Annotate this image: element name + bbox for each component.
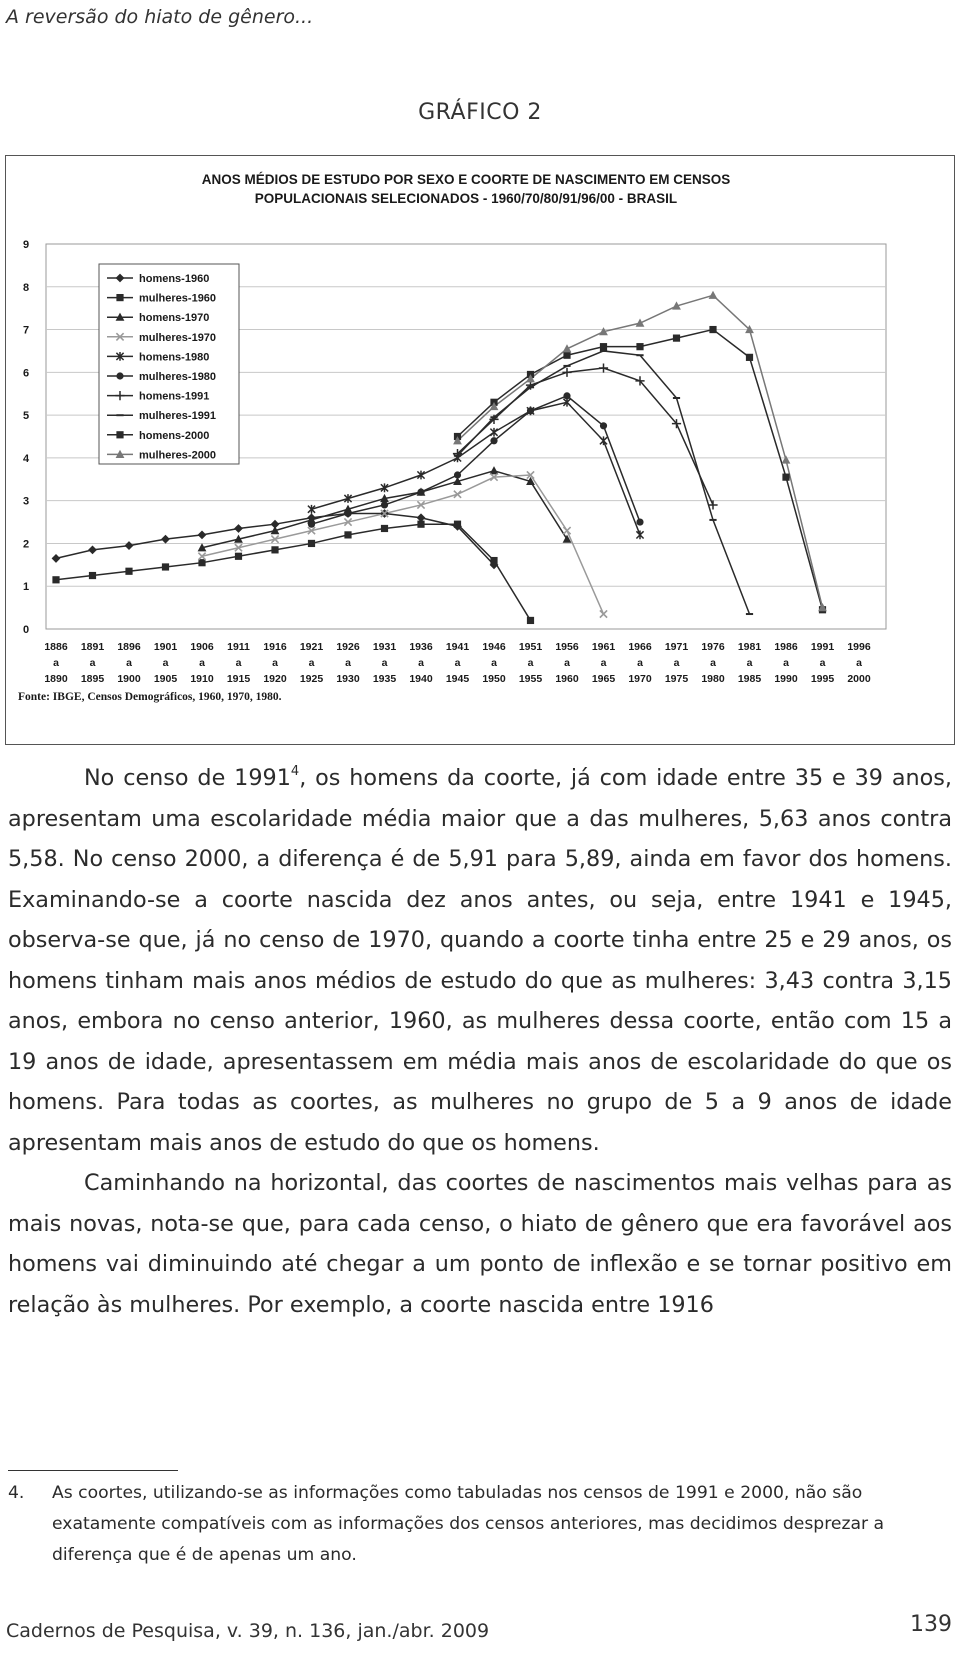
x-tick-label: 1971 (664, 641, 689, 653)
data-point-homens-2000 (709, 326, 716, 333)
data-point-mulheres-1980 (527, 407, 534, 414)
x-tick-label: 1901 (153, 641, 178, 653)
y-tick-label: 3 (22, 495, 30, 508)
x-tick-label: a (527, 657, 534, 669)
x-tick-label: a (491, 657, 497, 669)
page-number: 139 (910, 1612, 952, 1637)
x-tick-label: 1951 (518, 641, 543, 653)
x-tick-label: 1955 (518, 673, 543, 685)
y-tick-label: 0 (22, 624, 30, 636)
chart-title-line2: POPULACIONAIS SELECIONADOS - 1960/70/80/91/96/00 - BRASIL (254, 191, 678, 206)
x-tick-label: a (600, 657, 607, 669)
x-tick-label: 1985 (737, 673, 762, 685)
paragraph-1 (8, 758, 952, 1163)
data-point-mulheres-1980 (636, 518, 643, 525)
x-tick-label: a (454, 657, 461, 669)
legend-label-homens-1970: homens-1970 (139, 312, 210, 325)
x-tick-label: 1921 (299, 641, 324, 653)
data-point-mulheres-1960 (490, 557, 497, 564)
x-tick-label: 1931 (372, 641, 397, 653)
x-tick-label: 1966 (628, 641, 652, 653)
y-tick-label: 9 (22, 239, 30, 251)
x-tick-label: a (381, 657, 388, 669)
data-point-mulheres-1960 (308, 540, 315, 547)
data-point-mulheres-1960 (454, 521, 461, 528)
data-point-homens-2000 (782, 474, 789, 481)
y-tick-label: 6 (22, 367, 30, 380)
x-tick-label: 1900 (117, 673, 141, 685)
x-tick-label: 1961 (591, 641, 616, 653)
data-point-mulheres-1980 (490, 437, 497, 444)
legend-label-mulheres-1980: mulheres-1980 (139, 371, 217, 383)
data-point-mulheres-1980 (600, 422, 607, 429)
x-tick-label: 1905 (153, 673, 178, 685)
x-tick-label: a (783, 657, 789, 669)
x-tick-label: a (126, 657, 132, 669)
footnote-number: 4. (8, 1483, 25, 1503)
data-point-mulheres-1980 (417, 489, 424, 496)
data-point-mulheres-1960 (344, 531, 351, 538)
legend-label-homens-1980: homens-1980 (139, 351, 210, 364)
x-tick-label: 1996 (847, 641, 871, 653)
legend-label-homens-2000: homens-2000 (139, 429, 210, 442)
data-point-mulheres-1980 (454, 471, 461, 478)
x-tick-label: a (710, 657, 716, 669)
paragraph-1-start: No censo de 1991 (84, 765, 291, 791)
data-point-mulheres-1980 (381, 501, 388, 508)
data-point-mulheres-1960 (125, 568, 132, 575)
x-tick-label: 1936 (409, 641, 433, 653)
x-tick-label: 1910 (190, 673, 214, 685)
x-tick-label: a (235, 657, 242, 669)
data-point-mulheres-1980 (344, 510, 351, 517)
y-tick-label: 7 (22, 324, 30, 337)
body-text (8, 758, 952, 1325)
x-tick-label: 1886 (44, 641, 68, 653)
x-tick-label: a (856, 657, 862, 669)
figure-label: GRÁFICO 2 (418, 100, 542, 125)
footnote-ref: 4 (290, 764, 300, 779)
x-tick-label: a (345, 657, 351, 669)
data-point-homens-2000 (746, 354, 753, 361)
legend-marker-mulheres-1960 (116, 294, 123, 301)
x-tick-label: 1891 (80, 641, 105, 653)
data-point-homens-2000 (673, 335, 680, 342)
x-tick-label: 1970 (628, 673, 652, 685)
x-tick-label: 1986 (774, 641, 798, 653)
x-tick-label: 1991 (810, 641, 835, 653)
x-tick-label: 2000 (847, 673, 871, 685)
x-tick-label: 1980 (701, 673, 725, 685)
x-tick-label: a (819, 657, 826, 669)
x-tick-label: a (53, 657, 59, 669)
data-point-homens-2000 (636, 343, 643, 350)
y-tick-label: 5 (22, 410, 30, 423)
chart-title-line1: ANOS MÉDIOS DE ESTUDO POR SEXO E COORTE DE NASCIMENTO EM CENSOS (201, 172, 731, 187)
data-point-mulheres-1960 (89, 572, 96, 579)
data-point-homens-2000 (563, 352, 570, 359)
legend-label-homens-1991: homens-1991 (139, 390, 210, 403)
x-tick-label: 1976 (701, 641, 725, 653)
y-tick-label: 4 (22, 452, 30, 465)
x-tick-label: 1920 (263, 673, 287, 685)
x-tick-label: 1956 (555, 641, 579, 653)
legend-label-mulheres-1970: mulheres-1970 (139, 331, 217, 344)
x-tick-label: 1915 (226, 673, 251, 685)
y-tick-label: 8 (22, 281, 30, 294)
data-point-mulheres-1960 (235, 553, 242, 560)
x-tick-label: 1911 (227, 641, 250, 653)
x-tick-label: 1950 (482, 673, 506, 685)
x-tick-label: a (746, 657, 753, 669)
x-tick-label: 1935 (372, 673, 397, 685)
data-point-mulheres-1960 (198, 559, 205, 566)
legend-label-mulheres-1960: mulheres-1960 (139, 292, 217, 305)
footnote-rule (8, 1470, 178, 1471)
data-point-mulheres-1960 (527, 617, 534, 624)
x-tick-label: 1975 (664, 673, 689, 685)
paragraph-2: Caminhando na horizontal, das coortes de nascimentos mais velhas para as mais novas, nota-se que, para cada censo, o hiato de gênero que era favorável aos homens vai diminuindo até chegar a um ponto de inflexão e se tornar positivo em relação às mulheres. Por exemplo, a coorte nascida entre 1916 (8, 1170, 952, 1318)
legend-label-homens-1960: homens-1960 (139, 273, 210, 285)
x-tick-label: 1906 (190, 641, 214, 653)
x-tick-label: a (308, 657, 315, 669)
x-tick-label: 1940 (409, 673, 433, 685)
chart-frame (5, 155, 955, 745)
chart-source: Fonte: IBGE, Censos Demográficos, 1960, 1970, 1980. (18, 691, 282, 703)
x-tick-label: 1960 (555, 673, 579, 685)
data-point-mulheres-1960 (52, 576, 59, 583)
data-point-mulheres-1980 (308, 521, 315, 528)
x-tick-label: 1965 (591, 673, 616, 685)
x-tick-label: a (272, 657, 278, 669)
x-tick-label: a (564, 657, 570, 669)
legend-label-mulheres-2000: mulheres-2000 (139, 449, 217, 462)
x-tick-label: 1890 (44, 673, 68, 685)
y-tick-label: 1 (22, 581, 30, 594)
x-tick-label: a (89, 657, 96, 669)
paragraph-1-rest: , os homens da coorte, já com idade entre 35 e 39 anos, apresentam uma escolaridade média maior que a das mulheres, 5,63 anos contra 5,58. No censo 2000, a diferença é de 5,91 para 5,89, ainda em favor dos homens. Examinando-se a coorte nascida dez anos antes, ou seja, entre 1941 e 1945, observa-se que, já no censo de 1970, quando a coorte tinha entre 25 e 29 anos, os homens tinham mais anos médios de estudo do que as mulheres: 3,43 contra 3,15 anos, embora no censo anterior, 1960, as mulheres dessa coorte, então com 15 a 19 anos de idade, apresentassem em média mais anos de escolaridade do que os homens. Para todas as coortes, as mulheres no grupo de 5 a 9 anos de idade apresentam mais anos de estudo do que os homens. (8, 765, 952, 1156)
legend-marker-homens-2000 (116, 431, 123, 438)
data-point-homens-2000 (600, 343, 607, 350)
x-tick-label: 1930 (336, 673, 360, 685)
x-tick-label: a (637, 657, 643, 669)
x-tick-label: 1925 (299, 673, 324, 685)
footnote-text: As coortes, utilizando-se as informações como tabuladas nos censos de 1991 e 2000, não são exatamente compatíveis com as informações dos censos anteriores, mas decidimos desprezar a diferença que é de apenas um ano. (52, 1483, 885, 1565)
x-tick-label: 1946 (482, 641, 506, 653)
data-point-mulheres-1960 (162, 563, 169, 570)
footnote (8, 1478, 952, 1571)
x-tick-label: 1926 (336, 641, 360, 653)
x-tick-label: 1896 (117, 641, 141, 653)
x-tick-label: a (418, 657, 424, 669)
data-point-mulheres-1960 (381, 525, 388, 532)
legend-marker-mulheres-1980 (116, 372, 123, 379)
y-tick-label: 2 (22, 538, 30, 551)
x-tick-label: 1895 (80, 673, 105, 685)
x-tick-label: a (162, 657, 169, 669)
data-point-mulheres-1980 (563, 392, 570, 399)
x-tick-label: 1995 (810, 673, 835, 685)
x-tick-label: 1941 (445, 641, 470, 653)
x-tick-label: 1945 (445, 673, 470, 685)
data-point-mulheres-1960 (417, 521, 424, 528)
legend-label-mulheres-1991: mulheres-1991 (139, 410, 217, 423)
journal-citation: Cadernos de Pesquisa, v. 39, n. 136, jan./abr. 2009 (6, 1620, 490, 1642)
x-tick-label: a (199, 657, 205, 669)
x-tick-label: 1981 (737, 641, 762, 653)
line-chart (6, 156, 953, 743)
running-head: A reversão do hiato de gênero... (6, 6, 314, 28)
x-tick-label: 1916 (263, 641, 287, 653)
data-point-mulheres-1960 (271, 546, 278, 553)
x-tick-label: a (673, 657, 680, 669)
x-tick-label: 1990 (774, 673, 798, 685)
